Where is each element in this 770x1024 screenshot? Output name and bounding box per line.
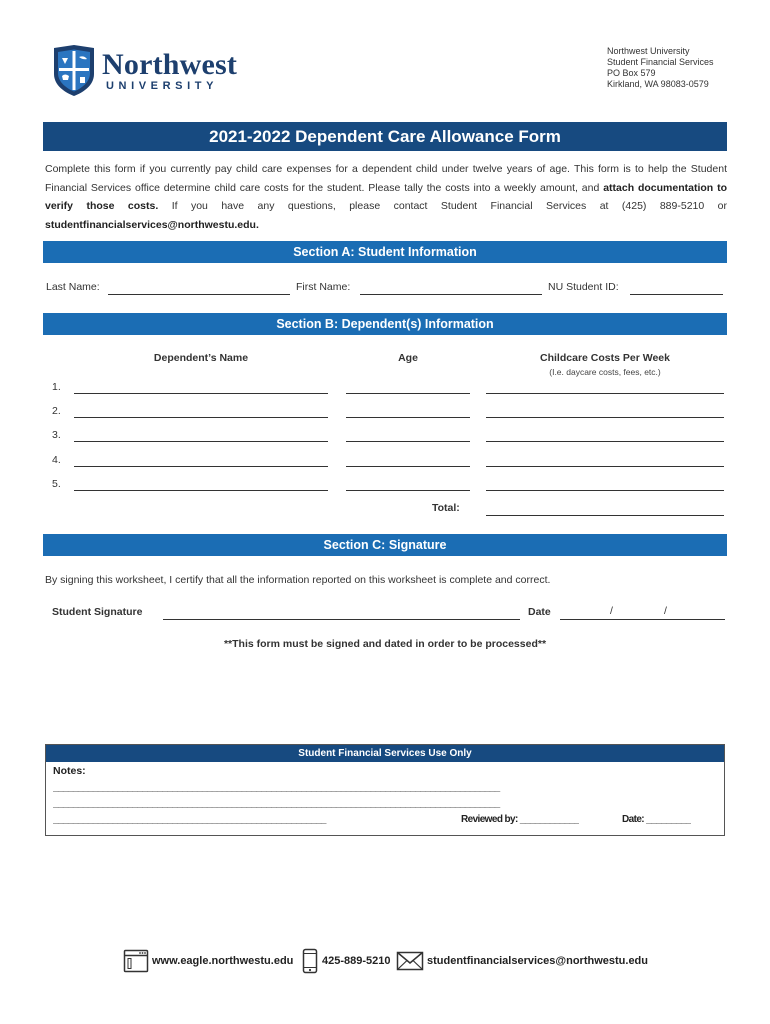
intro-bold-text: attach documentation to verify those costs. bbox=[45, 181, 727, 213]
notes-line[interactable]: _______________________________________________________ bbox=[53, 814, 326, 825]
notes-line[interactable]: __________________________________________________________________________________________ bbox=[53, 798, 500, 809]
dependent-name-field[interactable] bbox=[74, 490, 328, 491]
signature-label: Student Signature bbox=[52, 606, 143, 618]
notes-line[interactable]: __________________________________________________________________________________________ bbox=[53, 782, 500, 793]
intro-text: Complete this form if you currently pay child care expenses for a dependent child under twelve years of age. This form is to help the Student Financial Services office determine child care costs for the student. Please tally the costs into a weekly amount, and bbox=[45, 163, 727, 194]
childcare-cost-field[interactable] bbox=[486, 417, 724, 418]
date-slash: / bbox=[610, 605, 613, 617]
signature-field[interactable] bbox=[163, 619, 520, 620]
student-id-field[interactable] bbox=[630, 294, 723, 295]
total-label: Total: bbox=[432, 502, 460, 514]
date-slash: / bbox=[664, 605, 667, 617]
intro-paragraph bbox=[45, 160, 727, 234]
reviewed-by-field[interactable]: Reviewed by: ____________ bbox=[461, 814, 580, 825]
dependent-name-field[interactable] bbox=[74, 393, 328, 394]
section-b-header: Section B: Dependent(s) Information bbox=[43, 313, 727, 335]
office-use-header: Student Financial Services Use Only bbox=[46, 745, 724, 762]
address-line: Kirkland, WA 98083-0579 bbox=[607, 79, 709, 89]
footer-phone[interactable]: 425-889-5210 bbox=[322, 955, 391, 967]
logo-wordmark: Northwest bbox=[102, 48, 238, 81]
student-id-label: NU Student ID: bbox=[548, 281, 619, 293]
envelope-icon bbox=[396, 948, 424, 974]
signature-required-notice: **This form must be signed and dated in order to be processed** bbox=[223, 638, 547, 650]
section-a-header: Section A: Student Information bbox=[43, 241, 727, 263]
first-name-field[interactable] bbox=[360, 294, 542, 295]
dependent-name-field[interactable] bbox=[74, 417, 328, 418]
footer-email-link[interactable]: studentfinancialservices@northwestu.edu bbox=[427, 955, 648, 967]
phone-icon bbox=[301, 948, 319, 974]
last-name-label: Last Name: bbox=[46, 281, 100, 293]
col-age: Age bbox=[398, 352, 418, 364]
university-logo bbox=[52, 44, 252, 96]
row-number: 2. bbox=[52, 405, 61, 417]
dependent-age-field[interactable] bbox=[346, 393, 470, 394]
footer-website-link[interactable]: www.eagle.northwestu.edu bbox=[152, 955, 294, 967]
mailing-address bbox=[607, 46, 714, 90]
first-name-label: First Name: bbox=[296, 281, 351, 293]
dependent-age-field[interactable] bbox=[346, 466, 470, 467]
row-number: 3. bbox=[52, 429, 61, 441]
dependent-age-field[interactable] bbox=[346, 441, 470, 442]
dependent-name-field[interactable] bbox=[74, 466, 328, 467]
row-number: 1. bbox=[52, 381, 61, 393]
childcare-cost-field[interactable] bbox=[486, 466, 724, 467]
certify-statement: By signing this worksheet, I certify that all the information reported on this worksheet is complete and correct. bbox=[45, 574, 551, 586]
col-childcare-costs: Childcare Costs Per Week bbox=[540, 352, 670, 364]
col-dependent-name: Dependent’s Name bbox=[153, 352, 249, 364]
dependent-name-field[interactable] bbox=[74, 441, 328, 442]
childcare-cost-field[interactable] bbox=[486, 490, 724, 491]
office-date-field[interactable]: Date: _________ bbox=[622, 814, 691, 825]
dependent-age-field[interactable] bbox=[346, 490, 470, 491]
notes-label: Notes: bbox=[53, 765, 86, 777]
shield-emblem-icon bbox=[52, 44, 96, 96]
footer-contact bbox=[0, 948, 770, 976]
logo-subtitle: UNIVERSITY bbox=[106, 80, 219, 92]
childcare-cost-field[interactable] bbox=[486, 441, 724, 442]
form-title: 2021-2022 Dependent Care Allowance Form bbox=[43, 122, 727, 151]
address-line: Northwest University bbox=[607, 46, 690, 56]
browser-window-icon bbox=[123, 948, 149, 974]
dependent-age-field[interactable] bbox=[346, 417, 470, 418]
section-c-header: Section C: Signature bbox=[43, 534, 727, 556]
date-label: Date bbox=[528, 606, 551, 618]
row-number: 4. bbox=[52, 454, 61, 466]
address-line: Student Financial Services bbox=[607, 57, 714, 67]
date-field[interactable] bbox=[560, 619, 725, 620]
office-use-box bbox=[45, 744, 725, 836]
last-name-field[interactable] bbox=[108, 294, 290, 295]
total-cost-field[interactable] bbox=[486, 515, 724, 516]
intro-email: studentfinancialservices@northwestu.edu. bbox=[45, 218, 259, 231]
address-line: PO Box 579 bbox=[607, 68, 656, 78]
childcare-cost-field[interactable] bbox=[486, 393, 724, 394]
intro-text-contact: If you have any questions, please contact Student Financial Services at (425) 889-5210 or bbox=[158, 200, 727, 213]
col-childcare-costs-note: (I.e. daycare costs, fees, etc.) bbox=[549, 367, 661, 377]
row-number: 5. bbox=[52, 478, 61, 490]
